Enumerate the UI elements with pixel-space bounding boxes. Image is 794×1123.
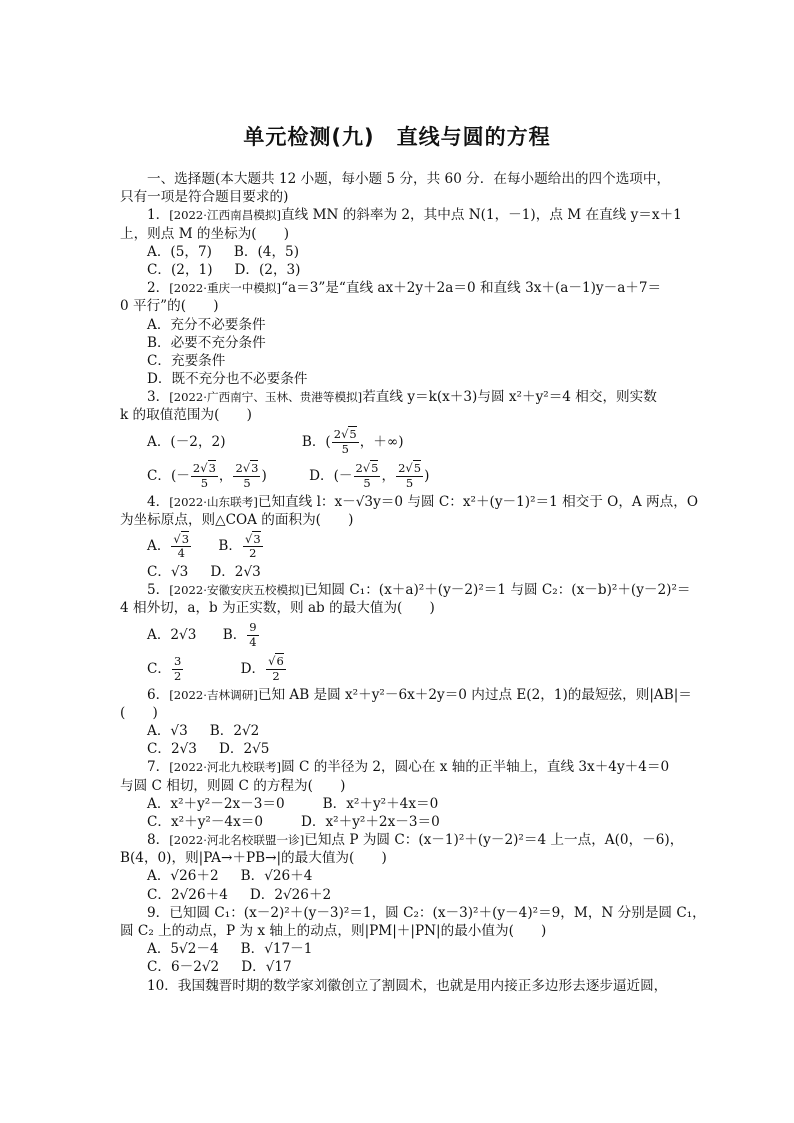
option-c[interactable]: C．(－ $\frac{2√3}{5}$ ， $\frac{2√3}{5}$ ): [147, 461, 267, 490]
q5-options-cd: [120, 652, 676, 686]
q5-options-ab: [120, 618, 676, 652]
question-9-cont: 圆 C₂ 上的动点，P 为 x 轴上的动点，则|PM|＋|PN|的最小值为( ): [120, 923, 547, 939]
option-c[interactable]: C．√3: [147, 564, 189, 580]
q1-options-cd: [120, 261, 676, 279]
section-intro-cont: 只有一项是符合题目要求的): [120, 189, 289, 206]
fraction: $\frac{√3}{2}$: [245, 531, 261, 560]
option-d[interactable]: D．2√3: [210, 564, 261, 580]
option-a[interactable]: A．√26＋2: [147, 868, 219, 885]
q8-options-cd: [120, 886, 676, 904]
fraction: $\frac{√6}{2}$: [268, 654, 284, 683]
option-c[interactable]: C．x²＋y²－4x＝0: [147, 813, 263, 830]
option-b[interactable]: B．√26＋4: [240, 868, 313, 885]
option-a[interactable]: A．(5，7): [147, 243, 212, 260]
section-intro: 一、选择题(本大题共 12 小题，每小题 5 分，共 60 分．在每小题给出的四个选项中，: [147, 171, 671, 187]
fraction: $\frac{2√5}{5}$: [398, 461, 422, 490]
q3-options-ab: [120, 425, 676, 459]
question-10: 10．我国魏晋时期的数学家刘徽创立了割圆术，也就是用内接正多边形去逐步逼近圆，: [147, 977, 668, 994]
question-3: 3．[2022·广西南宁、玉林、贵港等模拟]若直线 y＝k(x＋3)与圆 x²＋y²＝4 相交，则实数: [147, 389, 657, 406]
option-c[interactable]: C． $\frac{3}{2}$: [147, 654, 182, 683]
option-a[interactable]: A．√3: [147, 722, 188, 739]
q7-options-ab: [120, 795, 676, 813]
option-a[interactable]: A．x²＋y²－2x－3＝0: [147, 795, 285, 812]
option-d[interactable]: D．2√26＋2: [249, 886, 332, 903]
fraction: $\frac{2√3}{5}$: [192, 461, 216, 490]
option-b[interactable]: B．必要不充分条件: [147, 334, 266, 351]
q9-options-cd: [120, 958, 676, 976]
q4-options-cd: [120, 563, 676, 581]
fraction: $\frac{9}{4}$: [249, 620, 257, 649]
question-8-cont: B(4，0)，则|PA→＋PB→|的最大值为( ): [120, 850, 387, 867]
fraction: $\frac{3}{2}$: [174, 654, 182, 683]
option-d[interactable]: D． $\frac{√6}{2}$: [240, 654, 284, 683]
question-2-cont: 0 平行”的( ): [120, 298, 219, 315]
option-b[interactable]: B． $\frac{9}{4}$: [222, 620, 257, 649]
question-3-cont: k 的取值范围为( ): [120, 407, 252, 424]
question-1-cont: 上，则点 M 的坐标为( ): [120, 225, 290, 242]
option-a[interactable]: A．5√2－4: [147, 941, 219, 958]
q9-options-ab: [120, 940, 676, 958]
q4-options-ab: [120, 529, 676, 563]
option-d[interactable]: D．既不充分也不必要条件: [147, 371, 308, 388]
question-4: 4．[2022·山东联考]已知直线 l：x－√3y＝0 与圆 C：x²＋(y－1)²＝1 相交于 O，A 两点，O: [147, 493, 698, 510]
option-c[interactable]: C．(2，1): [147, 261, 213, 278]
option-d[interactable]: D．2√5: [218, 741, 270, 758]
option-a[interactable]: A．2√3: [147, 626, 197, 643]
q1-options-ab: [120, 243, 676, 261]
question-5-cont: 4 相外切，a，b 为正实数，则 ab 的最大值为( ): [120, 600, 435, 617]
question-9: 9．已知圆 C₁：(x－2)²＋(y－3)²＝1，圆 C₂：(x－3)²＋(y－4)²＝9，M，N 分别是圆 C₁，: [147, 904, 706, 921]
option-c[interactable]: C．2√26＋4: [147, 886, 228, 903]
option-c[interactable]: C．2√3: [147, 741, 197, 758]
question-5: 5．[2022·安徽安庆五校模拟]已知圆 C₁：(x＋a)²＋(y－2)²＝1 与圆 C₂：(x－b)²＋(y－2)²＝: [147, 582, 691, 599]
option-d[interactable]: D．x²＋y²＋2x－3＝0: [301, 813, 440, 830]
option-c[interactable]: C．6－2√2: [147, 959, 220, 976]
option-b[interactable]: B．( $\frac{2√5}{5}$ ，＋∞): [301, 427, 404, 456]
option-b[interactable]: B．√17－1: [240, 941, 313, 958]
question-1: 1．[2022·江西南昌模拟]直线 MN 的斜率为 2，其中点 N(1，－1)，点 M 在直线 y＝x＋1: [147, 207, 682, 224]
fraction: $\frac{2√5}{5}$: [333, 427, 357, 456]
question-6: 6．[2022·吉林调研]已知 AB 是圆 x²＋y²－6x＋2y＝0 内过点 E(2，1)的最短弦，则|AB|＝: [147, 686, 692, 703]
option-c[interactable]: C．充要条件: [147, 352, 226, 369]
option-d[interactable]: D．(2，3): [234, 261, 301, 278]
q6-options-ab: [120, 722, 676, 740]
question-8: 8．[2022·河北名校联盟一诊]已知点 P 为圆 C：(x－1)²＋(y－2)²＝4 上一点，A(0，－6)，: [147, 832, 684, 849]
q3-options-cd: [120, 459, 676, 493]
question-6-cont: ( ): [120, 704, 158, 721]
option-b[interactable]: B．2√2: [209, 722, 260, 739]
option-d[interactable]: D．√17: [241, 959, 292, 976]
option-a[interactable]: A．(－2，2): [147, 433, 226, 450]
fraction: $\frac{2√3}{5}$: [235, 461, 259, 490]
option-d[interactable]: D．(－ $\frac{2√5}{5}$ ， $\frac{2√5}{5}$ ): [309, 461, 430, 490]
q7-options-cd: [120, 813, 676, 831]
question-7: 7．[2022·河北九校联考]圆 C 的半径为 2，圆心在 x 轴的正半轴上，直线 3x＋4y＋4＝0: [147, 759, 670, 776]
option-b[interactable]: B． $\frac{√3}{2}$: [218, 531, 261, 560]
fraction: $\frac{2√5}{5}$: [355, 461, 379, 490]
question-2: 2．[2022·重庆一中模拟]“a＝3”是“直线 ax＋2y＋2a＝0 和直线 3x＋(a－1)y－a＋7＝: [147, 280, 662, 297]
q6-options-cd: [120, 740, 676, 758]
q8-options-ab: [120, 867, 676, 885]
question-4-cont: 为坐标原点，则△COA 的面积为( ): [120, 511, 354, 528]
option-b[interactable]: B．x²＋y²＋4x＝0: [322, 795, 439, 812]
option-b[interactable]: B．(4，5): [233, 243, 300, 260]
option-a[interactable]: A． $\frac{√3}{4}$: [147, 531, 190, 560]
option-a[interactable]: A．充分不必要条件: [147, 316, 266, 333]
exam-body: [120, 170, 706, 995]
fraction: $\frac{√3}{4}$: [173, 531, 190, 560]
question-7-cont: 与圆 C 相切，则圆 C 的方程为( ): [120, 777, 346, 794]
page-title: 单元检测(九) 直线与圆的方程: [243, 125, 551, 149]
